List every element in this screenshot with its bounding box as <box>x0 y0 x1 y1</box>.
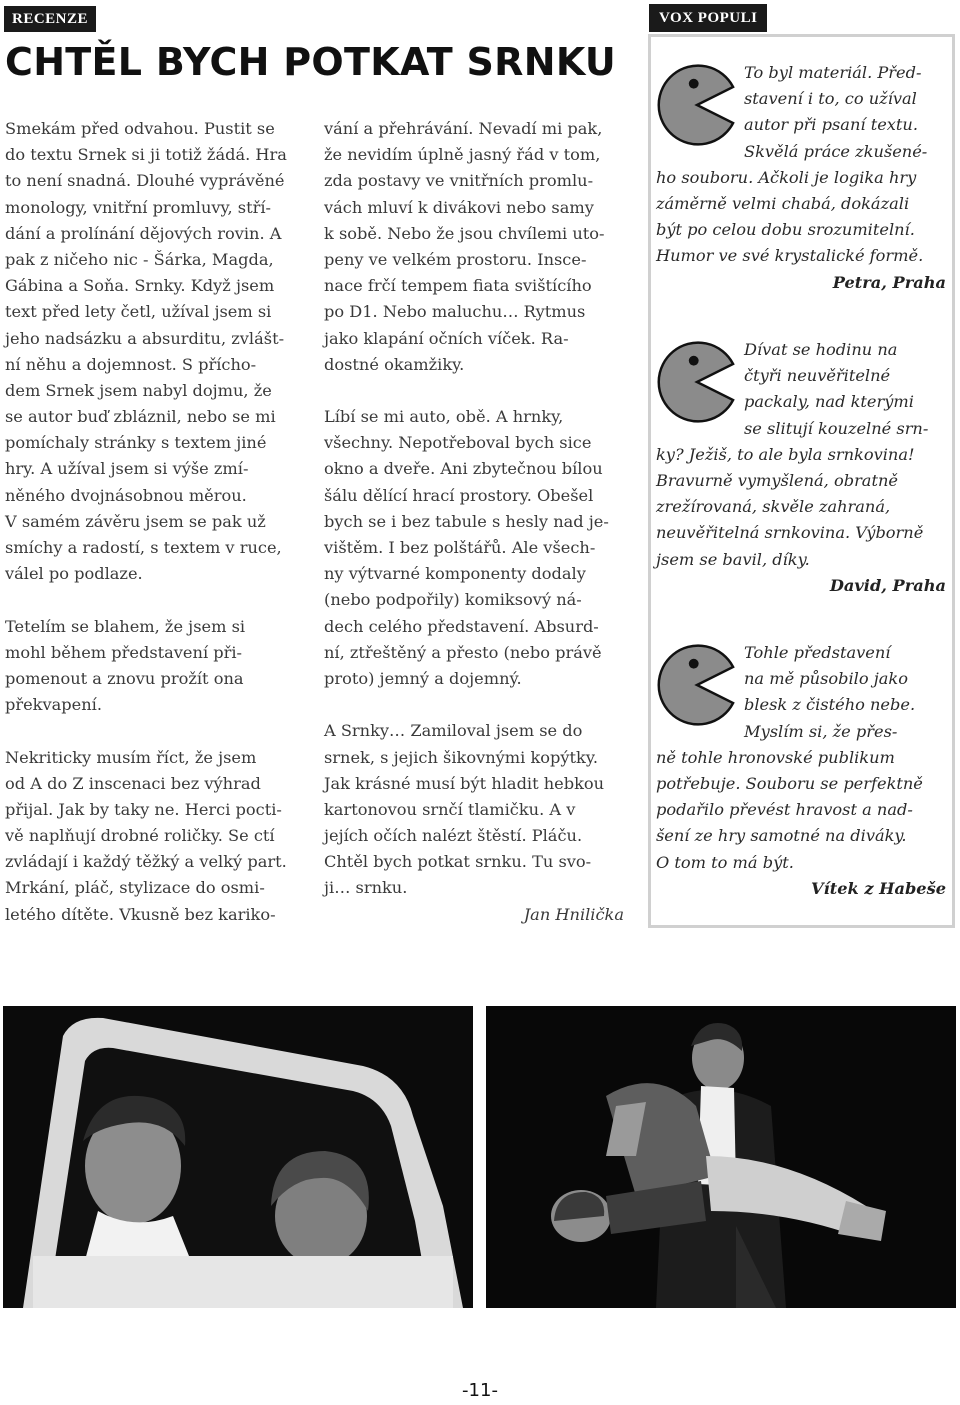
text-line: Smekám před odvahou. Pustit se <box>5 119 275 138</box>
vox-text-line: ně tohle hronovské publikum <box>656 747 895 767</box>
paragraph-gap <box>5 587 301 613</box>
text-line: překvapení. <box>5 695 102 715</box>
article-column-1 <box>5 116 301 928</box>
text-line: mohl během představení při- <box>5 642 243 662</box>
paragraph-gap <box>324 692 624 718</box>
vox-text-line: čtyři neuvěřitelné <box>744 366 891 386</box>
pacman-icon <box>656 341 738 423</box>
text-line: ní, ztřeštěný a přesto (nebo právě <box>324 642 602 662</box>
vox-text-line: ho souboru. Ačkoli je logika hry <box>656 167 917 187</box>
vox-text-line: To byl materiál. Před- <box>744 63 922 82</box>
text-line: do textu Srnek si ji totiž žádá. Hra <box>5 145 287 165</box>
text-line: Gábina a Soňa. Srnky. Když jsem <box>5 276 275 296</box>
vox-text-line: podařilo převést hravost a nad- <box>656 800 913 820</box>
text-line: Tetelím se blahem, že jsem si <box>5 616 246 636</box>
vox-text-line: Myslím si, že přes- <box>744 721 898 741</box>
text-line: šálu dělící hrací prostory. Obešel <box>324 485 594 505</box>
text-line: smíchy a radostí, s textem v ruce, <box>5 538 282 557</box>
vox-text-line: packaly, nad kterými <box>744 392 914 412</box>
text-line: dem Srnek jsem nabyl dojmu, že <box>5 380 272 400</box>
vox-entry <box>656 640 946 902</box>
text-line: (nebo podpořily) komiksový ná- <box>324 590 582 610</box>
text-line: vě naplňují drobné roličky. Se ctí <box>5 826 275 846</box>
text-line: V samém závěru jsem se pak už <box>5 511 266 531</box>
text-line: srnek, s jejich šikovnými kopýtky. <box>324 747 598 767</box>
text-line: dech celého představení. Absurd- <box>324 616 599 636</box>
text-line: se autor buď zbláznil, nebo se mi <box>5 407 276 427</box>
text-line: vání a přehrávání. Nevadí mi pak, <box>324 119 603 138</box>
text-line: ní něhu a dojemnost. S přícho- <box>5 354 257 374</box>
text-line: že nevidím úplně jasný řád v tom, <box>324 145 601 165</box>
vox-text-line: být po celou dobu srozumitelní. <box>656 220 915 240</box>
vox-populi-tag: VOX POPULI <box>649 4 767 32</box>
vox-text-line: na mě působilo jako <box>744 669 908 689</box>
text-line: něného dvojnásobnou měrou. <box>5 485 247 505</box>
stage-photo-lift <box>486 1006 956 1308</box>
vox-text-line: stavení i to, co užíval <box>744 89 917 109</box>
text-line: ny výtvarné komponenty dodaly <box>324 564 586 584</box>
text-line: Chtěl bych potkat srnku. Tu svo- <box>324 852 592 872</box>
text-line: jeho nadsázku a absurditu, zvlášt- <box>5 328 285 348</box>
text-line: Jak krásné musí být hladit hebkou <box>324 773 605 793</box>
text-line: vách mluví k divákovi nebo samy <box>324 197 594 217</box>
text-line: vištěm. I bez polštářů. Ale všech- <box>324 538 596 557</box>
text-line: po D1. Nebo maluchu… Rytmus <box>324 302 586 322</box>
text-line: kartonovou srnčí tlamičku. A v <box>324 799 576 819</box>
article-title: CHTĚL BYCH POTKAT SRNKU <box>5 40 617 84</box>
stage-photo-car-image <box>3 1006 473 1308</box>
text-line: bych se i bez tabule s hesly nad je- <box>324 511 609 531</box>
text-line: A Srnky… Zamiloval jsem se do <box>324 721 583 741</box>
vox-entry <box>656 60 946 296</box>
text-line: pomenout a znovu prožít ona <box>5 668 244 688</box>
text-line: pak z ničeho nic - Šárka, Magda, <box>5 249 274 269</box>
pacman-icon <box>656 64 738 146</box>
text-line: zvládají i každý těžký a velký part. <box>5 852 287 872</box>
text-line: hry. A užíval jsem si výše zmí- <box>5 459 249 479</box>
vox-text-line: Tohle představení <box>744 643 891 662</box>
vox-text-line: jsem se bavil, díky. <box>656 549 810 569</box>
vox-text-line: autor při psaní textu. <box>744 115 918 135</box>
vox-text-line: blesk z čistého nebe. <box>744 695 916 715</box>
vox-text-line: Skvělá práce zkušené- <box>744 141 928 161</box>
page-number: -11- <box>462 1380 498 1401</box>
vox-text-line: zrežírovaná, skvěle zahraná, <box>656 497 891 517</box>
vox-text-line: potřebuje. Souboru se perfektně <box>656 773 923 793</box>
section-tag: RECENZE <box>4 6 96 32</box>
vox-text-line: Dívat se hodinu na <box>744 340 898 359</box>
text-line: proto) jemný a dojemný. <box>324 668 522 688</box>
text-line: přijal. Jak by taky ne. Herci pocti- <box>5 799 282 819</box>
vox-text-line: šení ze hry samotné na diváky. <box>656 826 907 846</box>
text-line: okno a dveře. Ani zbytečnou bílou <box>324 459 603 479</box>
vox-text-line: Bravurně vymyšlená, obratně <box>656 470 898 490</box>
paragraph-gap <box>324 378 624 404</box>
vox-text-line: Humor ve své krystalické formě. <box>656 246 924 266</box>
vox-text-line: O tom to má být. <box>656 852 794 872</box>
vox-entry <box>656 337 946 599</box>
text-line: Líbí se mi auto, obě. A hrnky, <box>324 407 564 427</box>
text-line: Mrkání, pláč, stylizace do osmi- <box>5 878 265 898</box>
text-line: nace frčí tempem fiata svištícího <box>324 276 592 296</box>
text-line: peny ve velkém prostoru. Insce- <box>324 249 587 269</box>
text-line: text před lety četl, užíval jsem si <box>5 302 272 322</box>
text-line: všechny. Nepotřeboval bych sice <box>324 433 592 453</box>
text-line: válel po podlaze. <box>5 564 143 584</box>
text-line: jako klapání očních víček. Ra- <box>324 328 569 348</box>
text-line: pomíchaly stránky s textem jiné <box>5 433 267 453</box>
vox-signature: Petra, Praha <box>832 272 946 292</box>
text-line: to není snadná. Dlouhé vyprávěné <box>5 171 285 191</box>
text-line: dání a prolínání dějových rovin. A <box>5 223 282 243</box>
paragraph-gap <box>5 718 301 744</box>
text-line: ji… srnku. <box>324 878 408 898</box>
text-line: zda postavy ve vnitřních promlu- <box>324 171 594 191</box>
vox-text-line: záměrně velmi chabá, dokázali <box>656 193 910 213</box>
vox-signature: David, Praha <box>829 575 946 595</box>
text-line: jejích očích nalézt štěstí. Pláču. <box>324 826 583 846</box>
text-line: letého dítěte. Vkusně bez kariko- <box>5 904 276 924</box>
stage-photo-car <box>3 1006 473 1308</box>
article-column-2 <box>324 116 624 928</box>
vox-text-line: ky? Ježiš, to ale byla srnkovina! <box>656 444 915 464</box>
text-line: monology, vnitřní promluvy, stří- <box>5 197 271 217</box>
pacman-icon <box>656 644 738 726</box>
stage-photo-lift-image <box>486 1006 956 1308</box>
vox-text-line: se slitují kouzelné srn- <box>744 418 929 438</box>
vox-signature: Vítek z Habeše <box>811 878 946 898</box>
text-line: k sobě. Nebo že jsou chvílemi uto- <box>324 223 605 243</box>
text-line: dostné okamžiky. <box>324 354 465 374</box>
text-line: od A do Z inscenaci bez výhrad <box>5 773 261 793</box>
vox-text-line: neuvěřitelná srnkovina. Výborně <box>656 523 924 543</box>
author-signature: Jan Hnilička <box>523 904 624 924</box>
text-line: Nekriticky musím říct, že jsem <box>5 747 257 767</box>
